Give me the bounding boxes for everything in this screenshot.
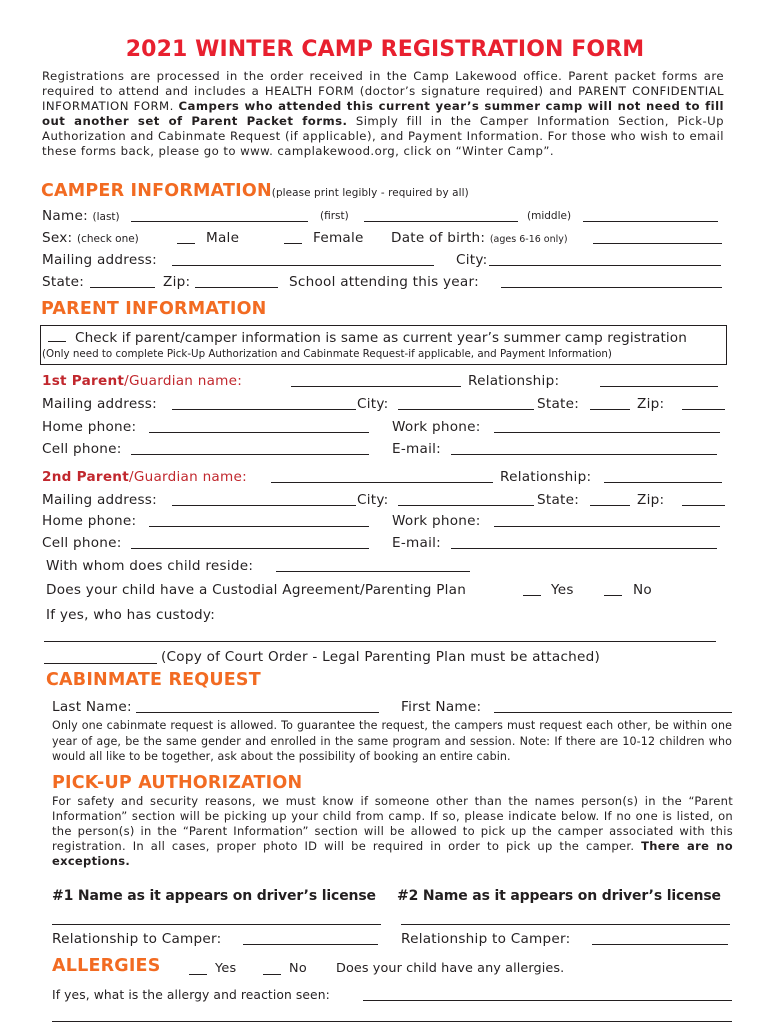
custody-label: If yes, who has custody: — [46, 607, 216, 623]
parent2-mailing-label: Mailing address: — [42, 492, 157, 508]
first-hint: (first) — [320, 210, 349, 222]
parent1-name-label: 1st Parent/Guardian name: — [42, 373, 243, 389]
camper-last-name-field[interactable] — [131, 221, 308, 222]
parent2-work-label: Work phone: — [392, 513, 481, 529]
parent2-zip-field[interactable] — [682, 505, 725, 506]
parent2-cell-label: Cell phone: — [42, 535, 122, 551]
camper-zip-label: Zip: — [163, 274, 191, 290]
pickup-name2-label: #2 Name as it appears on driver’s license — [397, 888, 721, 904]
camper-middle-name-field[interactable] — [583, 221, 718, 222]
parent1-relationship-field[interactable] — [600, 386, 718, 387]
parent2-city-label: City: — [357, 492, 389, 508]
parent1-cell-field[interactable] — [131, 454, 369, 455]
parent1-email-label: E-mail: — [392, 441, 441, 457]
camper-state-field[interactable] — [90, 287, 155, 288]
cabinmate-last-name-field[interactable] — [136, 712, 379, 713]
parent1-email-field[interactable] — [451, 454, 717, 455]
pickup-policy-text: For safety and security reasons, we must know if someone other than the names person(s) in the “Parent Information” section will be picking up your child from camp. If so, please indicate below. If no one is listed, on the person(s) in the “Parent Information” section will be allowed to pick up the camper associated with this registration. In all cases, proper photo ID will be required in order to pick up the camper. There are no exceptions. — [52, 794, 733, 868]
custodial-yes-checkbox[interactable] — [523, 595, 541, 596]
parent1-home-field[interactable] — [149, 432, 369, 433]
same-as-summer-label: Check if parent/camper information is same as current year’s summer camp registration — [75, 330, 687, 346]
custodial-question: Does your child have a Custodial Agreement/Parenting Plan — [46, 582, 467, 598]
female-checkbox[interactable] — [284, 243, 302, 244]
parent1-cell-label: Cell phone: — [42, 441, 122, 457]
dob-label: Date of birth: (ages 6-16 only) — [391, 230, 568, 246]
custodial-yes-label: Yes — [551, 582, 574, 598]
parent2-home-field[interactable] — [149, 526, 369, 527]
camper-name-label: Name: (last) — [42, 208, 120, 224]
parent2-name-field[interactable] — [271, 482, 493, 483]
parent2-name-label: 2nd Parent/Guardian name: — [42, 469, 247, 485]
allergies-no-label: No — [289, 961, 307, 976]
camper-mailing-address-field[interactable] — [172, 265, 434, 266]
school-field[interactable] — [501, 287, 722, 288]
middle-hint: (middle) — [527, 210, 572, 222]
camper-zip-field[interactable] — [195, 287, 278, 288]
parent1-work-label: Work phone: — [392, 419, 481, 435]
pickup-relationship2-label: Relationship to Camper: — [401, 931, 571, 947]
pickup-relationship2-field[interactable] — [592, 944, 728, 945]
camper-information-note: (please print legibly - required by all) — [271, 187, 469, 199]
parent1-state-label: State: — [537, 396, 580, 412]
cabinmate-first-name-label: First Name: — [401, 699, 482, 715]
same-as-summer-checkbox[interactable] — [48, 329, 66, 347]
intro-paragraph: Registrations are processed in the order received in the Camp Lakewood office. Parent packet forms are required to attend and includes a HEALTH FORM (doctor’s signature required) and PARENT CONFIDENTIAL INFORMATION FORM. Campers who attended this current year’s summer camp will not need to fill out another set of Parent Packet forms. Simply fill in the Camper Information Section, Pick-Up Authorization and Cabinmate Request (if applicable), and Payment Information. For those who wish to email these forms back, please go to www. camplakewood.org, click on “Winter Camp”. — [42, 69, 724, 158]
camper-state-label: State: — [42, 274, 85, 290]
court-order-note: (Copy of Court Order - Legal Parenting Plan must be attached) — [161, 649, 601, 665]
female-label: Female — [313, 230, 364, 246]
camper-first-name-field[interactable] — [364, 221, 518, 222]
parent1-city-label: City: — [357, 396, 389, 412]
parent2-mailing-field[interactable] — [172, 505, 356, 506]
parent1-relationship-label: Relationship: — [468, 373, 560, 389]
cabinmate-policy-text: Only one cabinmate request is allowed. To guarantee the request, the campers must request each other, be within one year of age, be the same gender and enrolled in the same program and session. Note: If there are 10-12 children who would all like to be together, ask about the possibility of booking an entire cabin. — [52, 719, 732, 764]
parent2-email-label: E-mail: — [392, 535, 441, 551]
pickup-name1-label: #1 Name as it appears on driver’s license — [52, 888, 376, 904]
allergies-yes-checkbox[interactable] — [189, 974, 207, 975]
form-title: 2021 WINTER CAMP REGISTRATION FORM — [125, 37, 645, 62]
parent1-city-field[interactable] — [398, 409, 534, 410]
parent1-mailing-label: Mailing address: — [42, 396, 157, 412]
parent2-home-label: Home phone: — [42, 513, 137, 529]
male-label: Male — [206, 230, 240, 246]
child-reside-label: With whom does child reside: — [46, 558, 254, 574]
intro-bold-note: Campers who attended this current year’s summer camp will not need to fill out another set of Parent Packet forms. — [42, 98, 724, 128]
court-order-field[interactable] — [44, 663, 157, 664]
cabinmate-request-heading: CABINMATE REQUEST — [46, 670, 261, 690]
camper-city-field[interactable] — [489, 265, 721, 266]
pickup-authorization-heading: PICK-UP AUTHORIZATION — [52, 773, 303, 793]
parent2-work-field[interactable] — [494, 526, 720, 527]
same-as-summer-note: (Only need to complete Pick-Up Authorization and Cabinmate Request-if applicable, and Payment Information) — [42, 348, 612, 360]
parent2-email-field[interactable] — [451, 548, 717, 549]
custodial-no-label: No — [633, 582, 652, 598]
parent2-zip-label: Zip: — [637, 492, 665, 508]
parent2-state-field[interactable] — [590, 505, 630, 506]
parent1-zip-field[interactable] — [682, 409, 725, 410]
allergy-reaction-field[interactable] — [363, 1000, 732, 1001]
mailing-address-label: Mailing address: — [42, 252, 157, 268]
parent-information-heading: PARENT INFORMATION — [41, 299, 267, 319]
parent1-mailing-field[interactable] — [172, 409, 356, 410]
pickup-name2-field[interactable] — [401, 924, 730, 925]
parent1-home-label: Home phone: — [42, 419, 137, 435]
allergy-reaction-label: If yes, what is the allergy and reaction seen: — [52, 988, 330, 1002]
parent1-name-field[interactable] — [291, 386, 461, 387]
custodial-no-checkbox[interactable] — [604, 595, 622, 596]
pickup-relationship1-field[interactable] — [243, 944, 378, 945]
allergies-heading: ALLERGIES — [52, 956, 161, 976]
parent2-relationship-label: Relationship: — [500, 469, 592, 485]
sex-label: Sex: (check one) — [42, 230, 139, 246]
camper-information-heading: CAMPER INFORMATION(please print legibly - required by all) — [41, 181, 469, 201]
pickup-name1-field[interactable] — [52, 924, 381, 925]
parent2-state-label: State: — [537, 492, 580, 508]
camper-city-label: City: — [456, 252, 488, 268]
pickup-relationship1-label: Relationship to Camper: — [52, 931, 222, 947]
parent1-work-field[interactable] — [494, 432, 720, 433]
allergies-yes-label: Yes — [215, 961, 237, 976]
child-reside-field[interactable] — [276, 571, 470, 572]
cabinmate-first-name-field[interactable] — [494, 712, 732, 713]
allergy-reaction-field-2[interactable] — [52, 1021, 732, 1022]
custody-field[interactable] — [44, 641, 716, 642]
cabinmate-last-name-label: Last Name: — [52, 699, 132, 715]
parent1-zip-label: Zip: — [637, 396, 665, 412]
parent2-city-field[interactable] — [398, 505, 534, 506]
parent2-relationship-field[interactable] — [604, 482, 722, 483]
allergies-question: Does your child have any allergies. — [336, 961, 565, 976]
school-label: School attending this year: — [289, 274, 479, 290]
dob-field[interactable] — [593, 243, 722, 244]
allergies-no-checkbox[interactable] — [263, 974, 281, 975]
parent1-state-field[interactable] — [590, 409, 630, 410]
male-checkbox[interactable] — [177, 243, 195, 244]
parent2-cell-field[interactable] — [131, 548, 369, 549]
